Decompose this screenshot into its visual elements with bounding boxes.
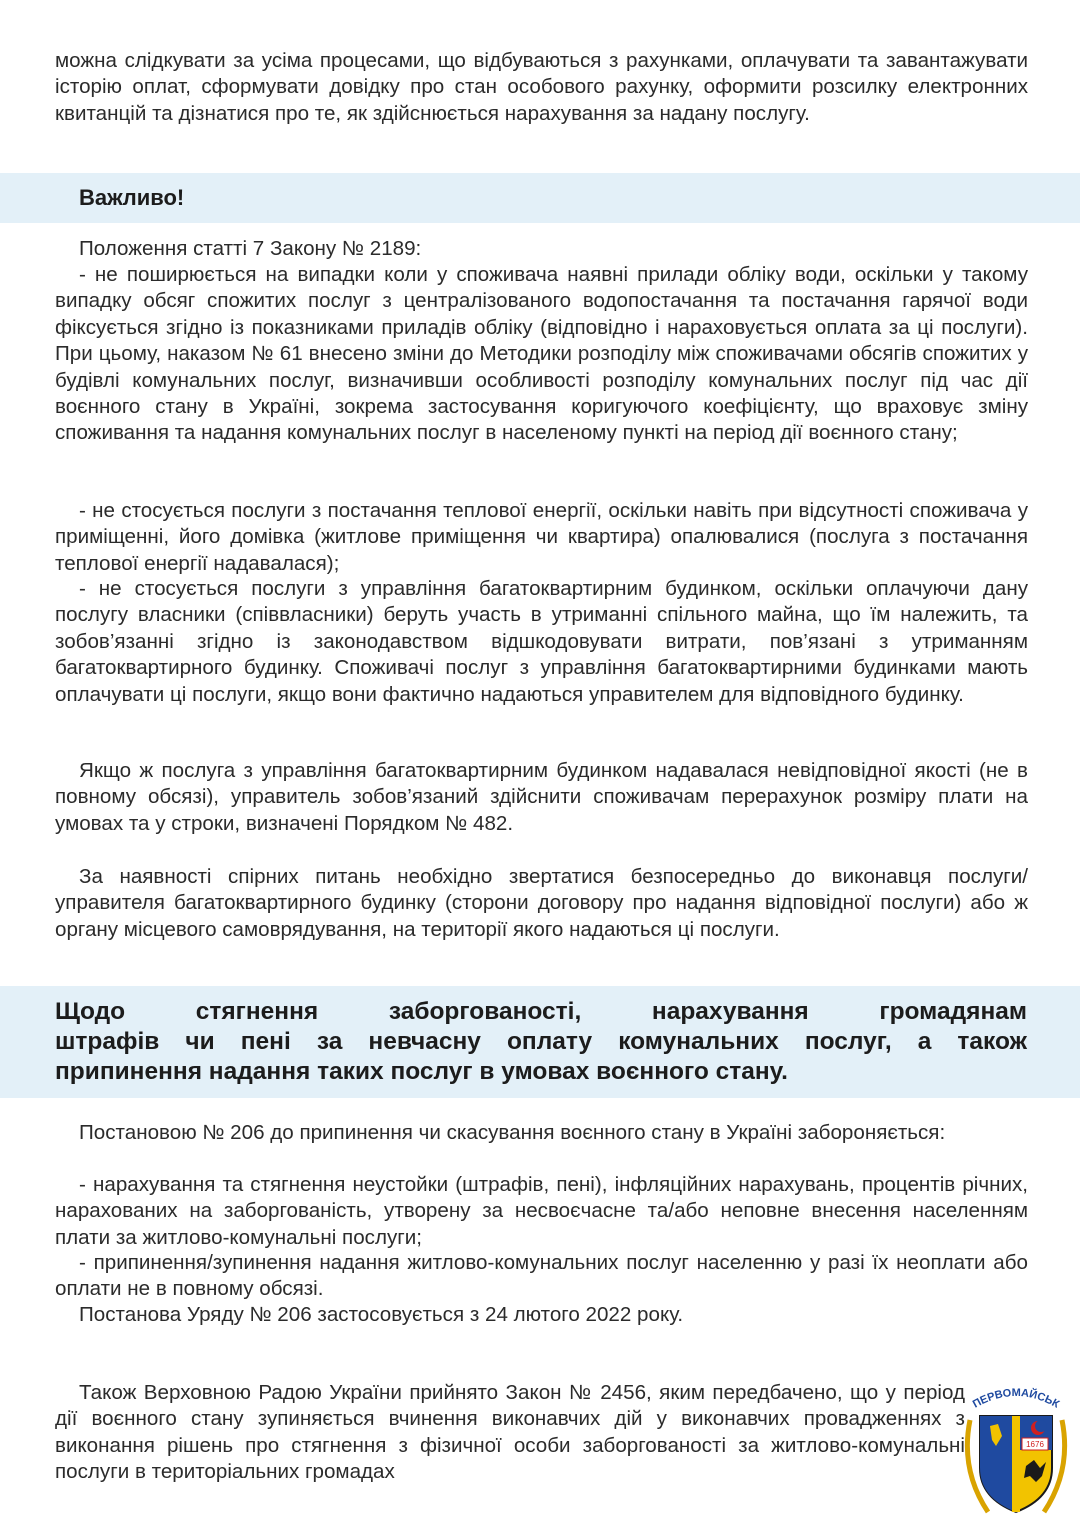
law-2189-item-water-meters: - не поширюється на випадки коли у споживача наявні прилади обліку води, оскільки у такому випадку обсяг спожитих послуг з централізованого водопостачання та постачання гарячої води фіксується згідно із показниками приладів обліку (відповідно і нараховується оплата за ці послуги). При цьому, наказом № 61 внесено зміни до Методики розподілу між споживачами обсягів спожитих у будівлі комунальних послуг, визначивши особливості розподілу комунальних послуг під час дії воєнного стану в Україні, зокрема застосування коригуючого коефіцієнту, що враховує зміну споживання та надання комунальних послуг в населеному пункті на період дії воєнного стану; xyxy=(55,263,1028,445)
emblem-city-name: ПЕРВОМАЙСЬК xyxy=(970,1386,1062,1411)
city-emblem xyxy=(958,1380,1074,1524)
law-2189-lead: Положення статті 7 Закону № 2189: xyxy=(79,237,422,260)
resolution-206-lead: Постановою № 206 до припинення чи скасування воєнного стану в Україні забороняється: xyxy=(79,1121,946,1144)
quality-recalculation-paragraph: Якщо ж послуга з управління багатоквартирним будинком надавалася невідповідної якості (не в повному обсязі), управитель зобов’язаний здійснити споживачам перерахунок розміру плати на умовах та у строки, визначені Порядком № 482. xyxy=(55,759,1028,835)
law-2189-item-heating: - не стосується послуги з постачання теплової енергії, оскільки навіть при відсутності споживача у приміщенні, його домівка (житлове приміщення чи квартира) опалювалися (послуга з постачання теплової енергії надавалася); xyxy=(55,499,1028,575)
intro-paragraph: можна слідкувати за усіма процесами, що відбуваються з рахунками, оплачувати та завантажувати історію оплат, сформувати довідку про стан особового рахунку, оформити розсилку електронних квитанцій та дізнатися про те, як здійснюється нарахування за надану послугу. xyxy=(55,49,1028,125)
law-2189-item-building-management: - не стосується послуги з управління багатоквартирним будинком, оскільки оплачуючи дану послугу власники (співвласники) беруть участь в утриманні спільного майна, що їм належить, та зобов’язанні згідно із законодавством відшкодовувати витрати, пов’язані з утриманням багатоквартирного будинку. Споживачі послуг з управління багатоквартирними будинками мають оплачувати ці послуги, якщо вони фактично надаються управителем для відповідного будинку. xyxy=(55,577,1028,706)
law-2456-paragraph: Також Верховною Радою України прийнято Закон № 2456, яким передбачено, що у період дії воєнного стану зупиняється вчинення виконавчих дій у виконавчих провадженнях з виконання рішень про стягнення з фізичної особи заборгованості за житлово-комунальні послуги в територіальних громадах xyxy=(55,1381,965,1484)
svg-text:ПЕРВОМАЙСЬК xyxy=(971,1387,1062,1411)
debt-heading-line-3: припинення надання таких послуг в умовах воєнного стану. xyxy=(55,1058,788,1085)
debt-heading-line-2: штрафів чи пені за невчасну оплату комунальних послуг, а також xyxy=(55,1028,1027,1055)
resolution-206-item-penalties: - нарахування та стягнення неустойки (штрафів, пені), інфляційних нарахувань, процентів річних, нарахованих на заборгованість, утворену за несвоєчасне та/або неповне внесення населенням плати за житлово-комунальні послуги; xyxy=(55,1173,1028,1249)
debt-section-header xyxy=(0,986,1080,1098)
coat-of-arms-icon xyxy=(958,1380,1074,1524)
emblem-year: 1676 xyxy=(1026,1440,1044,1449)
disputes-paragraph: За наявності спірних питань необхідно звертатися безпосередньо до виконавця послуги/управителя багатоквартирного будинку (сторони договору про надання відповідної послуги) або ж органу місцевого самоврядування, на території якого надаються ці послуги. xyxy=(55,865,1028,941)
debt-heading-line-1: Щодо стягнення заборгованості, нарахування громадянам xyxy=(55,998,1027,1025)
debt-heading xyxy=(55,997,1027,1087)
resolution-206-item-disconnection: - припинення/зупинення надання житлово-комунальних послуг населенню у разі їх неоплати або оплати не в повному обсязі. xyxy=(55,1251,1028,1301)
important-heading: Важливо! xyxy=(79,185,185,210)
resolution-206-applies: Постанова Уряду № 206 застосовується з 24 лютого 2022 року. xyxy=(79,1303,684,1326)
important-section-header xyxy=(0,173,1080,223)
